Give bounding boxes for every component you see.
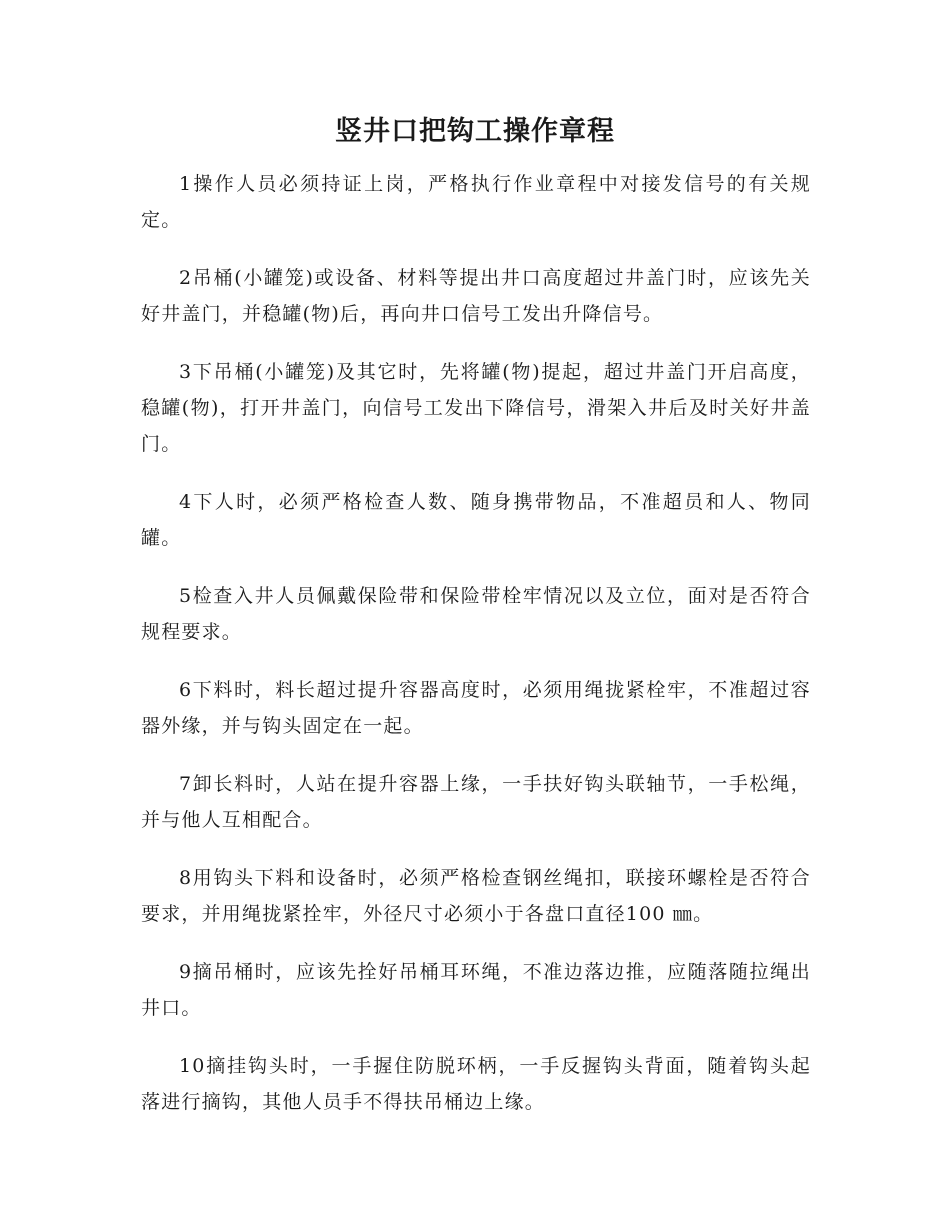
clause-3: 3下吊桶(小罐笼)及其它时，先将罐(物)提起，超过井盖门开启高度，稳罐(物)，打开井盖门，向信号工发出下降信号，滑架入井后及时关好井盖门。: [141, 361, 811, 455]
clause-5: 5检查入井人员佩戴保险带和保险带栓牢情况以及立位，面对是否符合规程要求。: [141, 585, 811, 643]
clause-9: 9摘吊桶时，应该先拴好吊桶耳环绳，不准边落边推，应随落随拉绳出井口。: [141, 961, 811, 1019]
document-title: 竖井口把钩工操作章程: [335, 116, 615, 147]
clause-1: 1操作人员必须持证上岗，严格执行作业章程中对接发信号的有关规定。: [141, 173, 811, 231]
clause-2: 2吊桶(小罐笼)或设备、材料等提出井口高度超过井盖门时，应该先关好井盖门，并稳罐(物)后，再向井口信号工发出升降信号。: [141, 267, 811, 325]
clause-10: 10摘挂钩头时，一手握住防脱环柄，一手反握钩头背面，随着钩头起落进行摘钩，其他人员手不得扶吊桶边上缘。: [141, 1055, 811, 1113]
clause-7: 7卸长料时，人站在提升容器上缘，一手扶好钩头联轴节，一手松绳，并与他人互相配合。: [141, 773, 811, 831]
clause-8: 8用钩头下料和设备时，必须严格检查钢丝绳扣，联接环螺栓是否符合要求，并用绳拢紧拴牢，外径尺寸必须小于各盘口直径100 ㎜。: [141, 867, 811, 925]
clause-4: 4下人时，必须严格检查人数、随身携带物品，不准超员和人、物同罐。: [141, 491, 811, 549]
clause-6: 6下料时，料长超过提升容器高度时，必须用绳拢紧栓牢，不准超过容器外缘，并与钩头固定在一起。: [141, 679, 811, 737]
document-body: [141, 166, 811, 1142]
